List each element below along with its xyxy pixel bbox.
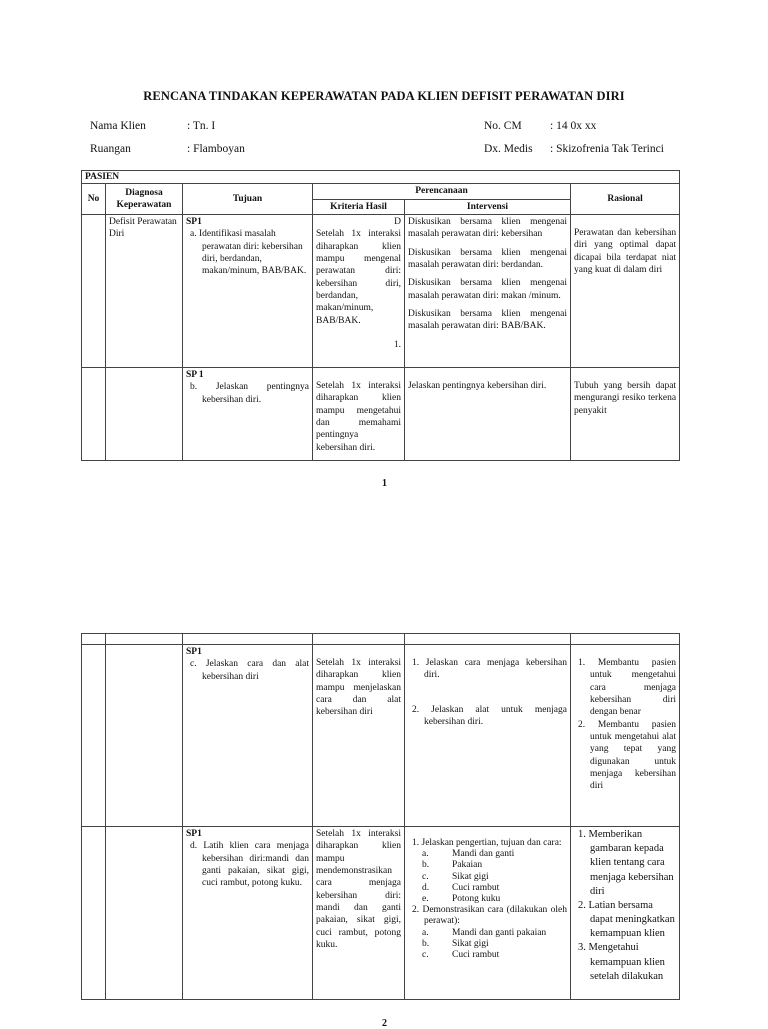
section-pasien: PASIEN bbox=[82, 171, 680, 184]
list-item: a. Mandi dan ganti bbox=[422, 849, 515, 860]
sp-label: SP 1 bbox=[186, 370, 204, 381]
list-item: b. Pakaian bbox=[422, 860, 483, 871]
tujuan-text: b. Jelaskan pentingnya kebersihan diri. bbox=[190, 382, 309, 405]
cell-no bbox=[82, 368, 106, 461]
list-item: d. Cuci rambut bbox=[422, 882, 500, 893]
intervensi-item: Diskusikan bersama klien mengenai masalah perawatan diri: BAB/BAK. bbox=[408, 309, 567, 332]
cell-kriteria: Setelah 1x interaksi diharapkan klien mampu menjelaskan cara dan alat kebersihan diri bbox=[313, 645, 405, 827]
table-row bbox=[82, 645, 680, 827]
cell-no bbox=[82, 827, 106, 1000]
cell-intervensi bbox=[405, 827, 571, 1000]
kriteria-text: Setelah 1x interaksi diharapkan klien mampu mengenal perawatan diri: kebersihan diri, berdandan, makan/minum, BAB/BAK. bbox=[316, 229, 401, 326]
intervensi-item: Diskusikan bersama klien mengenai masalah perawatan diri: berdandan. bbox=[408, 247, 567, 271]
sp-label: SP1 bbox=[186, 217, 202, 228]
ruangan-label: Ruangan bbox=[90, 143, 131, 155]
list-item: c. Sikat gigi bbox=[422, 871, 489, 882]
cell-diagnosa: Defisit Perawatan Diri bbox=[106, 215, 183, 368]
intervensi-item: 2. Jelaskan alat untuk menjaga kebersihan diri. bbox=[412, 704, 567, 728]
rasional-item: 1. Memberikan gambaran kepada klien tentang cara menjaga kebersihan diri bbox=[578, 829, 674, 897]
table-row bbox=[82, 827, 680, 1000]
list-item: a. Mandi dan ganti pakaian bbox=[422, 927, 547, 938]
sp-label: SP1 bbox=[186, 647, 202, 657]
cell-tujuan bbox=[183, 645, 313, 827]
cell-no bbox=[82, 215, 106, 368]
header-no: No bbox=[82, 184, 106, 215]
table-row bbox=[82, 368, 680, 461]
nama-klien-label: Nama Klien bbox=[90, 120, 146, 132]
header-diagnosa: Diagnosa Keperawatan bbox=[106, 184, 183, 215]
intervensi-item: 1. Jelaskan cara menjaga kebersihan diri. bbox=[412, 658, 567, 681]
header-rasional: Rasional bbox=[571, 184, 680, 215]
intervensi-item: 1. Jelaskan pengertian, tujuan dan cara: bbox=[412, 838, 562, 848]
cell-tujuan bbox=[183, 368, 313, 461]
cell-rasional bbox=[571, 645, 680, 827]
header-intervensi: Intervensi bbox=[405, 199, 571, 214]
cell-kriteria bbox=[313, 215, 405, 368]
cell-no bbox=[82, 645, 106, 827]
dx-medis-value: : Skizofrenia Tak Terinci bbox=[550, 143, 664, 155]
list-item: e. Potong kuku bbox=[422, 894, 501, 905]
intervensi-sublist bbox=[408, 849, 567, 905]
cell-kriteria: Setelah 1x interaksi diharapkan klien mampu mendemonstrasikan cara menjaga kebersihan diri: mandi dan ganti pakaian, sikat gigi, cuci rambut, potong kuku. bbox=[313, 827, 405, 1000]
cell-tujuan bbox=[183, 215, 313, 368]
ruangan-value: : Flamboyan bbox=[187, 143, 245, 155]
cell-intervensi bbox=[405, 645, 571, 827]
intervensi-sublist bbox=[408, 928, 567, 962]
cell-rasional bbox=[571, 827, 680, 1000]
cell-intervensi: Jelaskan pentingnya kebersihan diri. bbox=[405, 368, 571, 461]
tujuan-text: a. Identifikasi masalah perawatan diri: kebersihan diri, berdandan, makan/minum, BAB/BAK. bbox=[190, 229, 307, 277]
header-kriteria-hasil: Kriteria Hasil bbox=[313, 199, 405, 214]
table-row bbox=[82, 215, 680, 368]
header-tujuan: Tujuan bbox=[183, 184, 313, 215]
kriteria-marker-1: 1. bbox=[393, 340, 401, 351]
tujuan-text: d. Latih klien cara menjaga kebersihan diri:mandi dan ganti pakaian, sikat gigi, cuci rambut, potong kuku. bbox=[190, 841, 309, 889]
cell-rasional: Tubuh yang bersih dapat mengurangi resiko terkena penyakit bbox=[571, 368, 680, 461]
rasional-item: 2. Membantu pasien untuk mengetahui alat yang tepat yang digunakan untuk menjaga kebersihan diri bbox=[578, 719, 676, 792]
page-number: 1 bbox=[382, 478, 387, 489]
sp-label: SP1 bbox=[186, 829, 202, 839]
rasional-item: 3. Mengetahui kemampuan klien setelah dilakukan bbox=[578, 942, 665, 982]
header-perencanaan: Perencanaan bbox=[313, 184, 571, 199]
document-title: RENCANA TINDAKAN KEPERAWATAN PADA KLIEN DEFISIT PERAWATAN DIRI bbox=[143, 89, 625, 103]
cell-diagnosa bbox=[106, 368, 183, 461]
list-item: c. Cuci rambut bbox=[422, 950, 500, 961]
nama-klien-value: : Tn. I bbox=[187, 120, 216, 132]
intervensi-item: Diskusikan bersama klien mengenai masalah perawatan diri: makan /minum. bbox=[408, 278, 567, 301]
no-cm-value: : 14 0x xx bbox=[550, 120, 597, 132]
list-item: b. Sikat gigi bbox=[422, 938, 489, 949]
cell-tujuan bbox=[183, 827, 313, 1000]
dx-medis-label: Dx. Medis bbox=[484, 143, 533, 155]
page-number: 2 bbox=[382, 1018, 387, 1029]
care-plan-table-page1 bbox=[81, 170, 680, 461]
rasional-item: 2. Latian bersama dapat meningkatkan kemampuan klien bbox=[578, 899, 675, 940]
kriteria-marker-d: D bbox=[394, 217, 401, 228]
rasional-item: 1. Membantu pasien untuk mengetahui cara menjaga kebersihan diri dengan benar bbox=[578, 658, 676, 718]
cell-kriteria: Setelah 1x interaksi diharapkan klien mampu mengetahui dan memahami pentingnya kebersihan diri. bbox=[313, 368, 405, 461]
cell-intervensi bbox=[405, 215, 571, 368]
cell-rasional: Perawatan dan kebersihan diri yang optimal dapat dicapai bila terdapat niat yang kuat di dalam diri bbox=[571, 215, 680, 368]
intervensi-item: Diskusikan bersama klien mengenai masalah perawatan diri: kebersihan bbox=[408, 217, 567, 240]
intervensi-item: 2. Demonstrasikan cara (dilakukan oleh perawat): bbox=[412, 905, 567, 927]
cell-diagnosa bbox=[106, 645, 183, 827]
cell-diagnosa bbox=[106, 827, 183, 1000]
tujuan-text: c. Jelaskan cara dan alat kebersihan diri bbox=[190, 659, 309, 682]
no-cm-label: No. CM bbox=[484, 120, 522, 132]
care-plan-table-page2 bbox=[81, 633, 680, 1000]
